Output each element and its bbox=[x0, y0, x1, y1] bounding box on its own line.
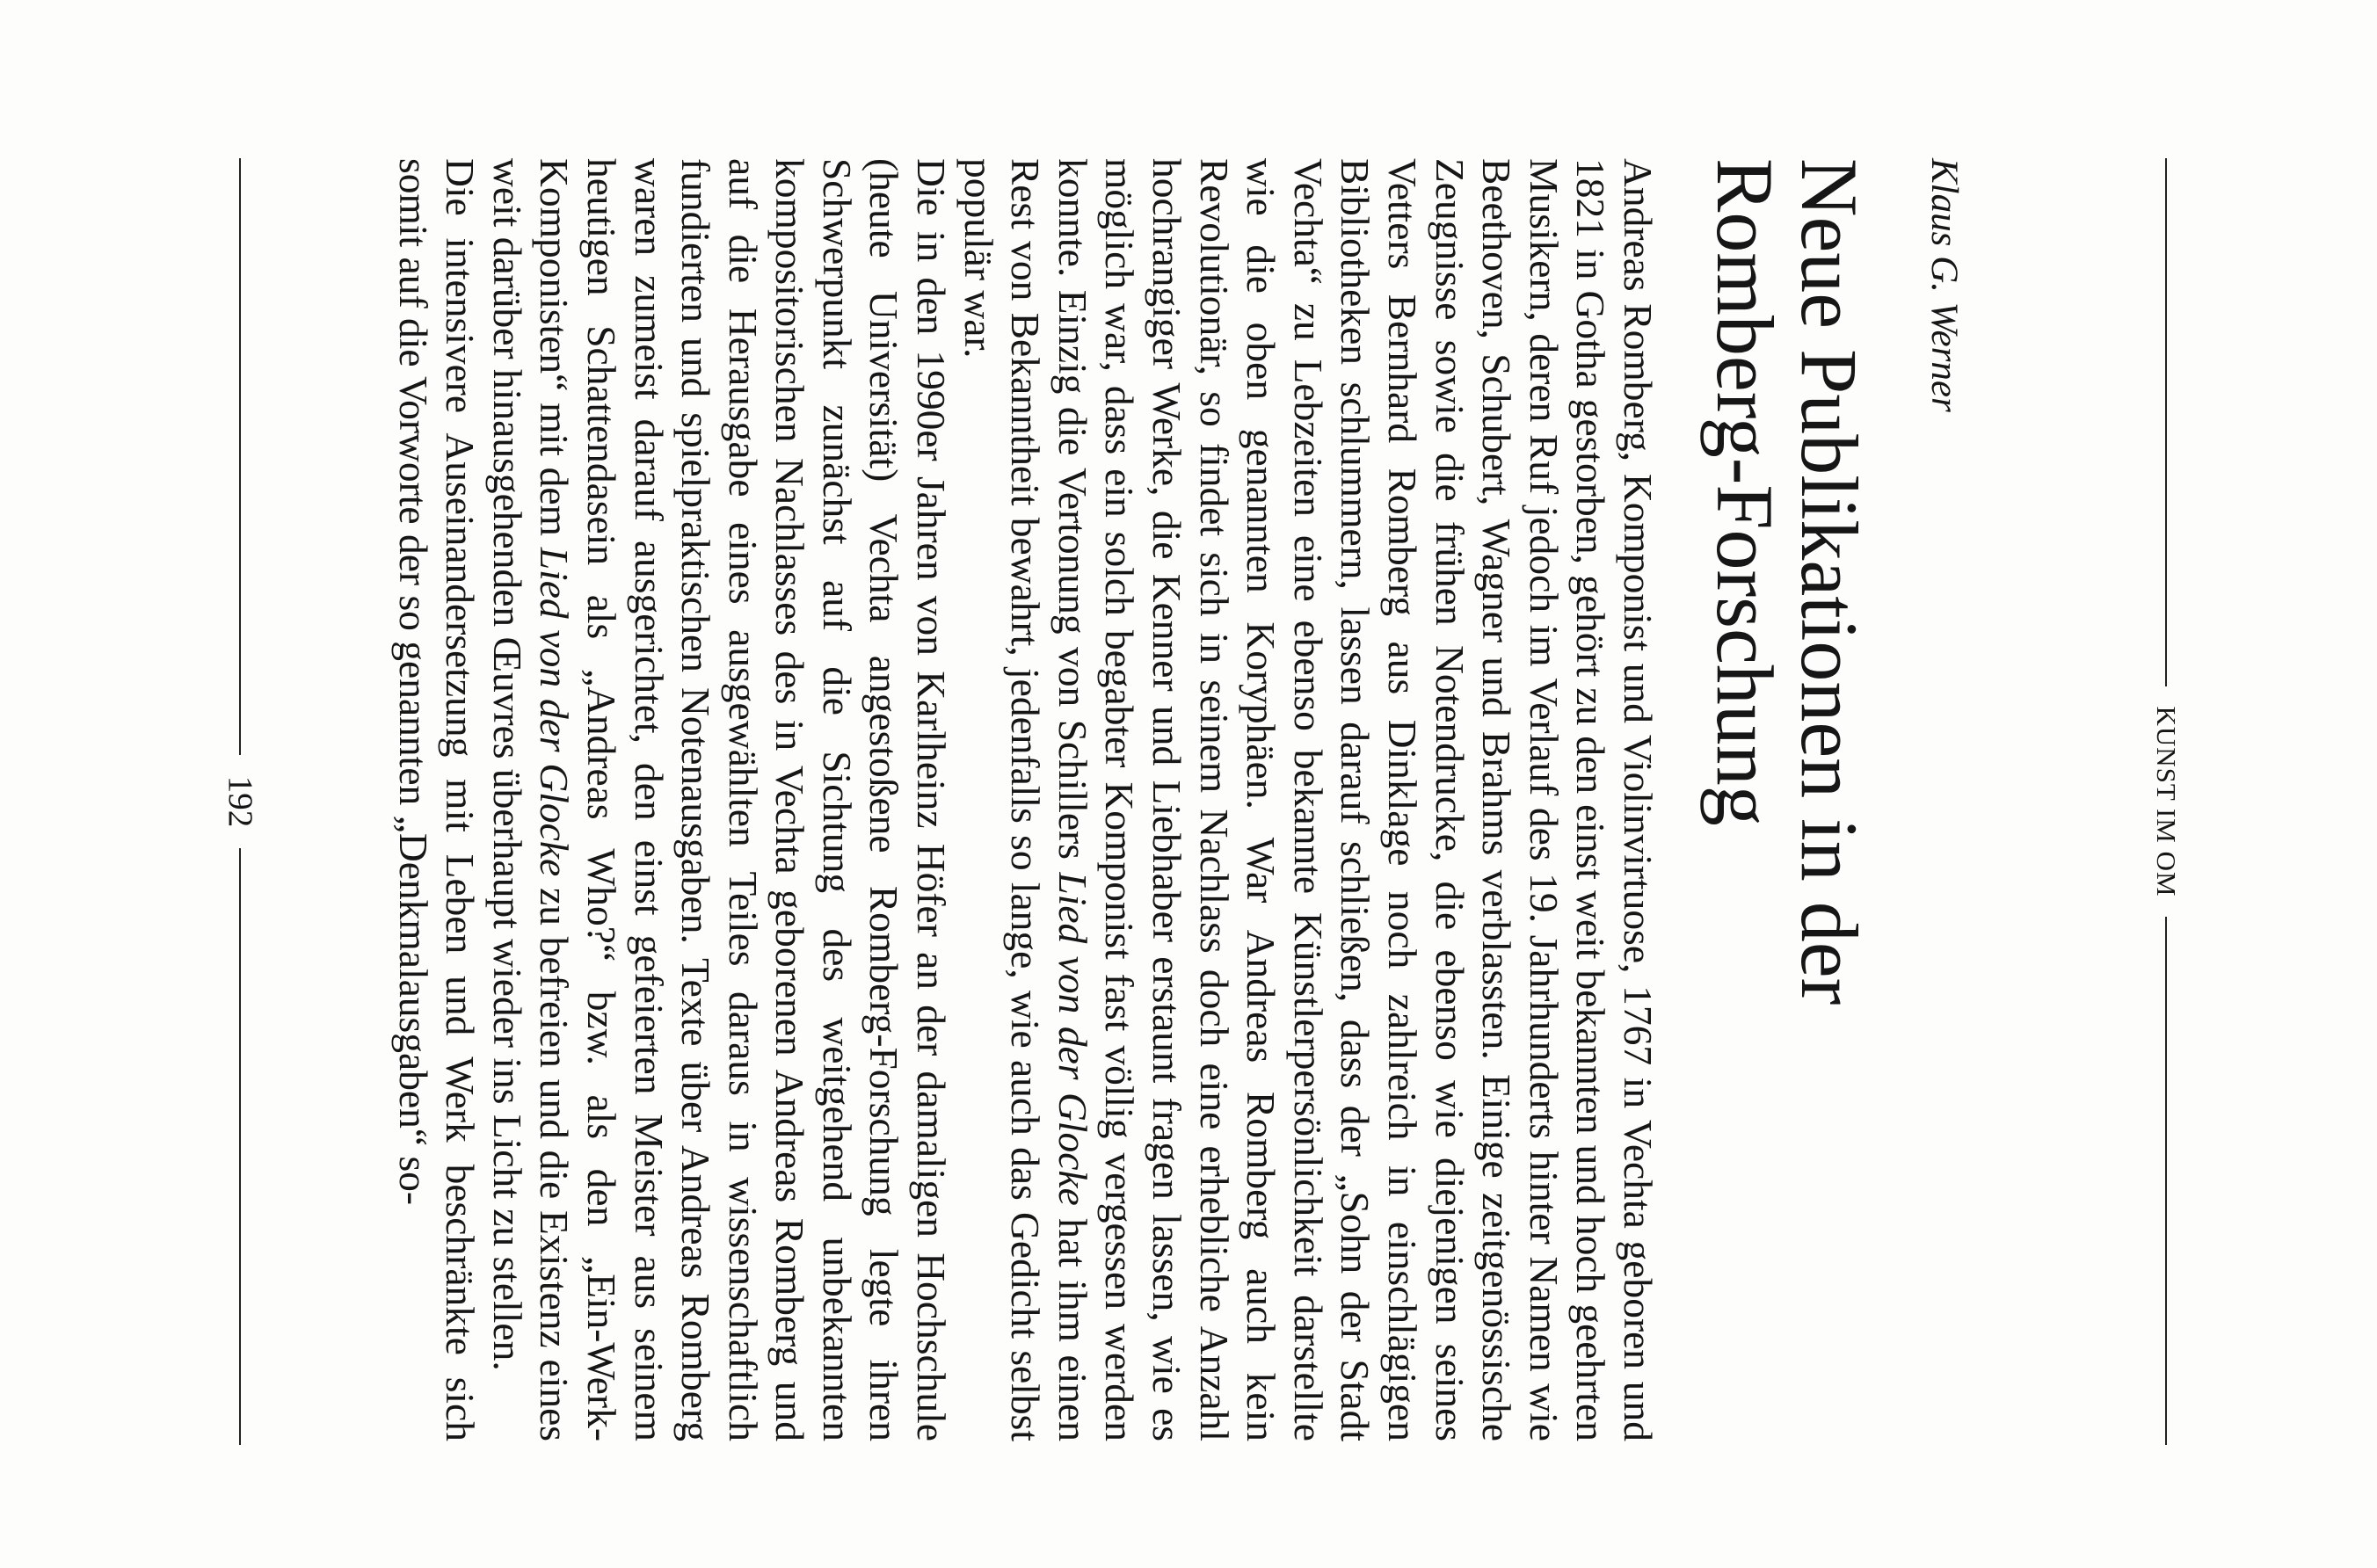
paragraph-3 bbox=[389, 158, 483, 1441]
paragraph-1-text-a: Andreas Romberg, Komponist und Violinvirtuose, 1767 in Vechta geboren und 1821 in Gotha gestorben, gehört zu den einst weit bekannten und hoch geehrten Musikern, deren Ruf jedoch im Verlauf des 19. Jahrhunderts hinter Namen wie Beethoven, Schubert, Wagner und Brahms verblassten. Einige zeitgenössische Zeugnisse sowie die frühen Notendrucke, die ebenso wie diejenigen seines Vetters Bernhard Romberg aus Dinklage noch zahlreich in einschlägigen Bibliotheken schlummern, lassen darauf schließen, dass der „Sohn der Stadt Vechta“ zu Lebzeiten eine ebenso bekannte Künstlerpersönlichkeit darstellte wie die oben genannten Koryphäen. War Andreas Romberg auch kein Revolutionär, so findet sich in seinem Nachlass doch eine erhebliche Anzahl hochrangiger Werke, die Kenner und Liebhaber erstaunt fragen lassen, wie es möglich war, dass ein solch begabter Komponist fast völlig vergessen werden konnte. Einzig die Vertonung von Schillers bbox=[1050, 158, 1661, 1441]
footer-rule-right bbox=[240, 848, 242, 1445]
title-line-2: Romberg-Forschung bbox=[1700, 158, 1790, 826]
paragraph-2-text-a: Die in den 1990er Jahren von Karlheinz Höfer an der damaligen Hochschule (heute Universität) Vechta angestoßene Romberg-Forschung legte ihren Schwerpunkt zunächst auf die Sichtung des weitgehend unbekannten kompositorischen Nachlasses des in Vechta geborenen Andreas Romberg und auf die Herausgabe eines ausgewählten Teiles daraus in wissenschaftlich fundierten und spielpraktischen Notenausgaben. Texte über Andreas Romberg waren zumeist darauf ausgerichtet, den einst gefeierten Meister aus seinem heutigen Schattendasein als „Andreas Who?“ bzw. als den „Ein-Werk-Komponisten“ mit dem bbox=[532, 158, 955, 1441]
rule-right bbox=[2165, 917, 2167, 1445]
running-head bbox=[2150, 158, 2182, 1445]
paragraph-3-text: Die intensivere Auseinandersetzung mit Leben und Werk beschränkte sich somit auf die Vorworte der so genannten „Denkmalausgaben“ so- bbox=[390, 158, 483, 1441]
running-head-text: KUNST IM OM bbox=[2151, 706, 2182, 897]
work-title-italic: Lied von der Glocke bbox=[1050, 872, 1095, 1206]
rule-left bbox=[2165, 158, 2167, 686]
article-body bbox=[389, 158, 1661, 1441]
paragraph-2 bbox=[483, 158, 955, 1441]
work-title-italic: Lied von der Glocke bbox=[532, 547, 578, 877]
paragraph-2-text-b: zu befreien und die Existenz eines weit darüber hinausgehenden Œuvres überhaupt wieder ins Licht zu stellen. bbox=[484, 158, 578, 1441]
author-name: Klaus G. Werner bbox=[1923, 158, 1965, 412]
footer-rule-left bbox=[240, 158, 242, 755]
page-number: 192 bbox=[222, 775, 259, 828]
title-line-1: Neue Publikationen in der bbox=[1785, 158, 1874, 1005]
article-title bbox=[1700, 158, 1874, 1424]
page-footer bbox=[221, 158, 260, 1445]
paragraph-1 bbox=[955, 158, 1661, 1441]
paragraph-1-text-b: hat ihm einen Rest von Bekanntheit bewahrt, jedenfalls so lange, wie auch das Gedicht selbst populär war. bbox=[956, 158, 1095, 1442]
